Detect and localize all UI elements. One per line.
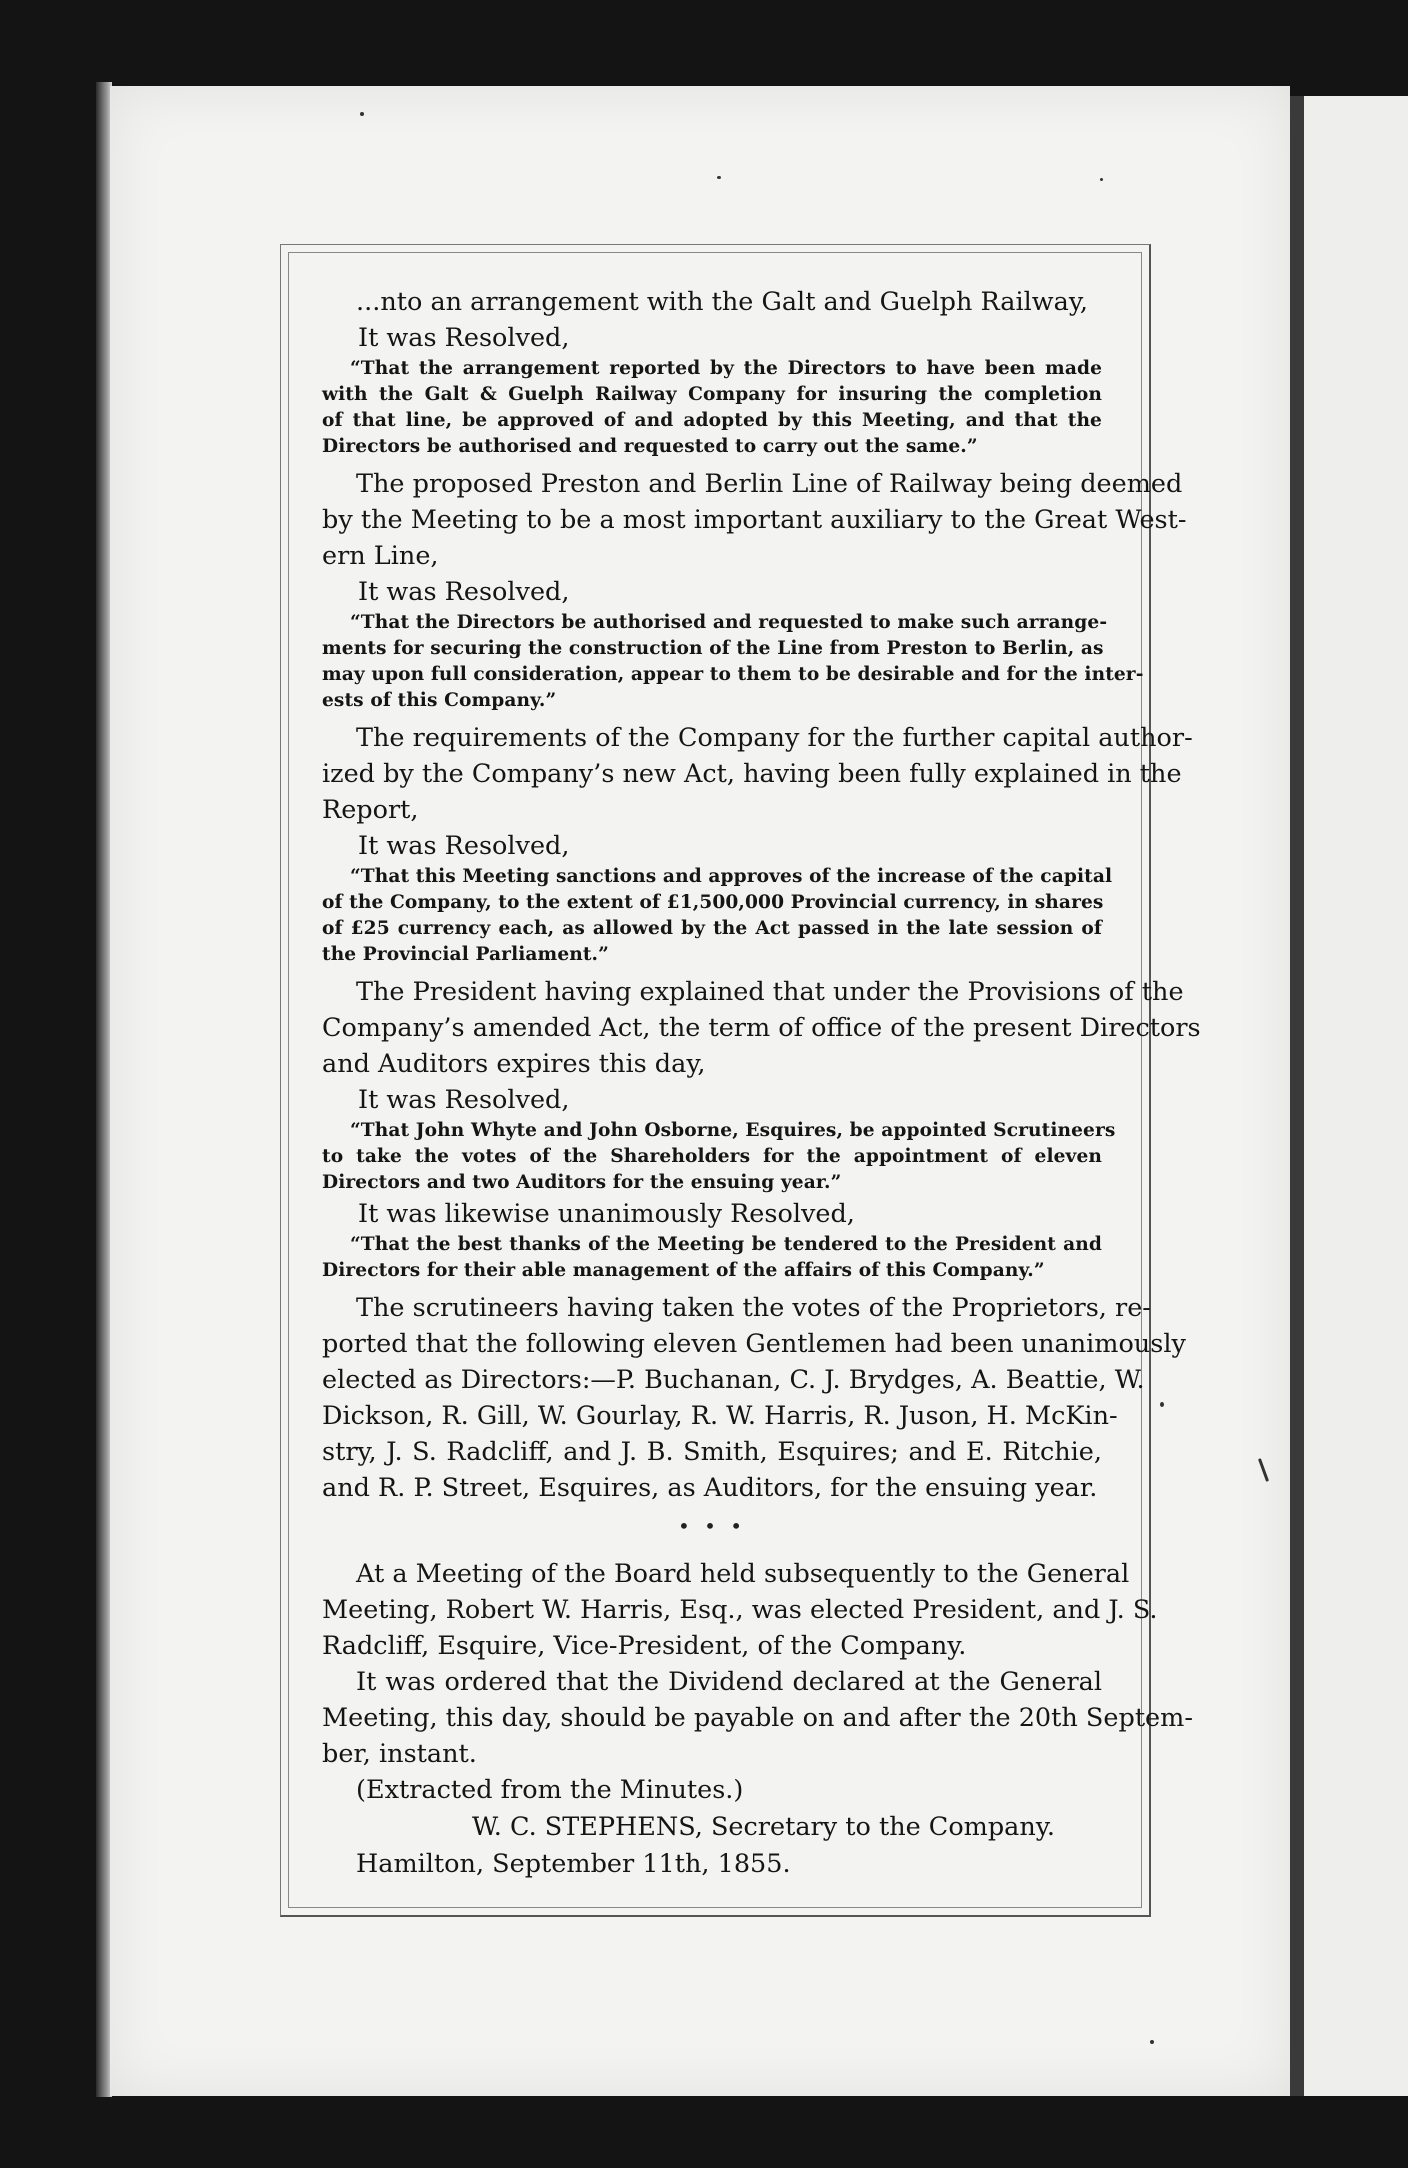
text-line: The scrutineers having taken the votes of the Proprietors, re- — [356, 1293, 1151, 1323]
text-line: ported that the following eleven Gentlemen had been unanimously — [322, 1329, 1186, 1359]
scan-speck — [717, 176, 721, 179]
text-line: ...nto an arrangement with the Galt and Guelph Railway, — [356, 287, 1088, 317]
resolution-heading: It was Resolved, — [358, 831, 570, 861]
section-divider: • • • — [677, 1514, 747, 1538]
text-line: by the Meeting to be a most important auxiliary to the Great West- — [322, 505, 1187, 535]
quote-line: Directors for their able management of the affairs of this Company.” — [322, 1260, 1045, 1281]
text-line: Company’s amended Act, the term of office of the present Directors — [322, 1013, 1201, 1043]
quote-line: “That this Meeting sanctions and approves of the increase of the capital — [350, 866, 1113, 887]
text-line: Meeting, this day, should be payable on and after the 20th Septem- — [322, 1703, 1193, 1733]
text-line: ized by the Company’s new Act, having been fully explained in the — [322, 759, 1182, 789]
text-line: At a Meeting of the Board held subsequently to the General — [356, 1559, 1130, 1589]
text-line: and Auditors expires this day, — [322, 1049, 706, 1079]
quote-line: of that line, be approved of and adopted by this Meeting, and that the — [322, 410, 1102, 431]
text-line: The requirements of the Company for the further capital author- — [356, 723, 1193, 753]
text-line: The proposed Preston and Berlin Line of Railway being deemed — [356, 469, 1183, 499]
text-line: The President having explained that under the Provisions of the — [356, 977, 1184, 1007]
text-line: Dickson, R. Gill, W. Gourlay, R. W. Harris, R. Juson, H. McKin- — [322, 1401, 1118, 1431]
quote-line: may upon full consideration, appear to them to be desirable and for the inter- — [322, 664, 1144, 685]
resolution-heading: It was likewise unanimously Resolved, — [358, 1199, 855, 1229]
quote-line: to take the votes of the Shareholders for the appointment of eleven — [322, 1146, 1102, 1167]
quote-line: “That the Directors be authorised and requested to make such arrange- — [350, 612, 1108, 633]
quote-line: “That the best thanks of the Meeting be tendered to the President and — [350, 1234, 1102, 1255]
secretary-signature: W. C. STEPHENS, Secretary to the Company. — [472, 1812, 1055, 1842]
quote-line: with the Galt & Guelph Railway Company for insuring the completion — [322, 384, 1102, 405]
extracted-note: (Extracted from the Minutes.) — [356, 1775, 744, 1805]
resolution-heading: It was Resolved, — [358, 323, 570, 353]
quote-line: of the Company, to the extent of £1,500,000 Provincial currency, in shares — [322, 892, 1104, 913]
text-line: Radcliff, Esquire, Vice-President, of the Company. — [322, 1631, 967, 1661]
resolution-heading: It was Resolved, — [358, 577, 570, 607]
text-line: ber, instant. — [322, 1739, 477, 1769]
quote-line: Directors and two Auditors for the ensuing year.” — [322, 1172, 842, 1193]
document-body — [322, 284, 1201, 1882]
scan-speck — [1160, 1402, 1164, 1407]
quote-line: “That John Whyte and John Osborne, Esquires, be appointed Scrutineers — [350, 1120, 1116, 1141]
quote-line: Directors be authorised and requested to carry out the same.” — [322, 436, 978, 457]
quote-line: ments for securing the construction of the Line from Preston to Berlin, as — [322, 638, 1104, 659]
text-line: Meeting, Robert W. Harris, Esq., was elected President, and J. S. — [322, 1595, 1158, 1625]
quote-line: ests of this Company.” — [322, 690, 557, 711]
resolution-heading: It was Resolved, — [358, 1085, 570, 1115]
scan-speck — [1100, 178, 1103, 181]
scan-speck — [360, 112, 364, 116]
text-line: and R. P. Street, Esquires, as Auditors, for the ensuing year. — [322, 1473, 1098, 1503]
quote-line: the Provincial Parliament.” — [322, 944, 609, 965]
page-gutter — [1290, 96, 1304, 2096]
text-line: ern Line, — [322, 541, 439, 571]
text-line: elected as Directors:—P. Buchanan, C. J. Brydges, A. Beattie, W. — [322, 1365, 1145, 1395]
quote-line: of £25 currency each, as allowed by the Act passed in the late session of — [322, 918, 1102, 939]
text-line: stry, J. S. Radcliff, and J. B. Smith, Esquires; and E. Ritchie, — [322, 1437, 1102, 1467]
text-line: Report, — [322, 795, 419, 825]
text-line: It was ordered that the Dividend declared at the General — [356, 1667, 1102, 1697]
quote-line: “That the arrangement reported by the Directors to have been made — [350, 358, 1102, 379]
place-and-date: Hamilton, September 11th, 1855. — [356, 1849, 791, 1879]
adjacent-page-edge — [1304, 96, 1408, 2096]
scan-speck — [1150, 2040, 1154, 2044]
